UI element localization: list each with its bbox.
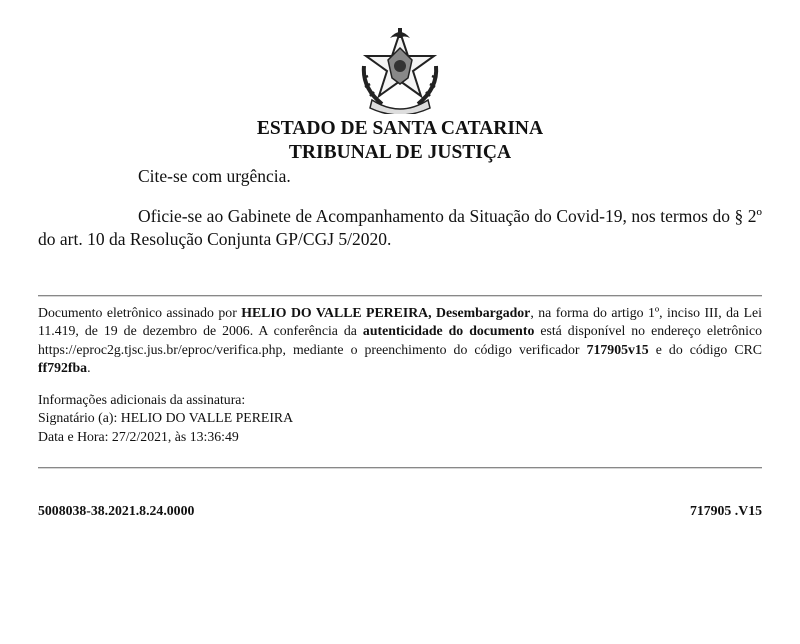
coat-of-arms-icon [358, 26, 442, 114]
divider-top [38, 295, 762, 297]
signature-text: e do código CRC [648, 341, 762, 357]
signature-text: . [87, 360, 91, 376]
authenticity-label: autenticidade do documento [362, 323, 535, 339]
signatory-line: Signatário (a): HELIO DO VALLE PEREIRA [38, 410, 294, 426]
crc-code: ff792fba [38, 360, 88, 376]
court-title: TRIBUNAL DE JUSTIÇA [288, 142, 512, 163]
signer-name: HELIO DO VALLE PEREIRA, Desembargador [241, 305, 531, 320]
divider-bottom [38, 467, 762, 469]
body-paragraph-1: Cite-se com urgência. [138, 166, 291, 186]
process-number: 5008038-38.2021.8.24.0000 [38, 503, 195, 518]
datetime-line: Data e Hora: 27/2/2021, às 13:36:49 [38, 428, 239, 444]
signature-text: Documento eletrônico assinado por [38, 305, 242, 320]
signature-text: , na forma do artigo 1º, inciso III, da Lei 11.419, de 19 de dezembro de 2006. A conferência da [38, 305, 762, 339]
additional-info-title: Informações adicionais da assinatura: [38, 392, 246, 407]
state-title: ESTADO DE SANTA CATARINA [256, 118, 544, 139]
signature-block [38, 304, 762, 378]
additional-info-block [38, 391, 762, 446]
signature-text: está disponível no endereço eletrônico https://eproc2g.tjsc.jus.br/eproc/verifica.php, mediante o preenchimento do código verificador [38, 323, 763, 357]
verifier-code: 717905v15 [586, 341, 649, 357]
document-id: 717905 .V15 [689, 503, 762, 518]
body-paragraph-2: Oficie-se ao Gabinete de Acompanhamento da Situação do Covid-19, nos termos do § 2º do art. 10 da Resolução Conjunta GP/CGJ 5/2020. [38, 206, 762, 249]
